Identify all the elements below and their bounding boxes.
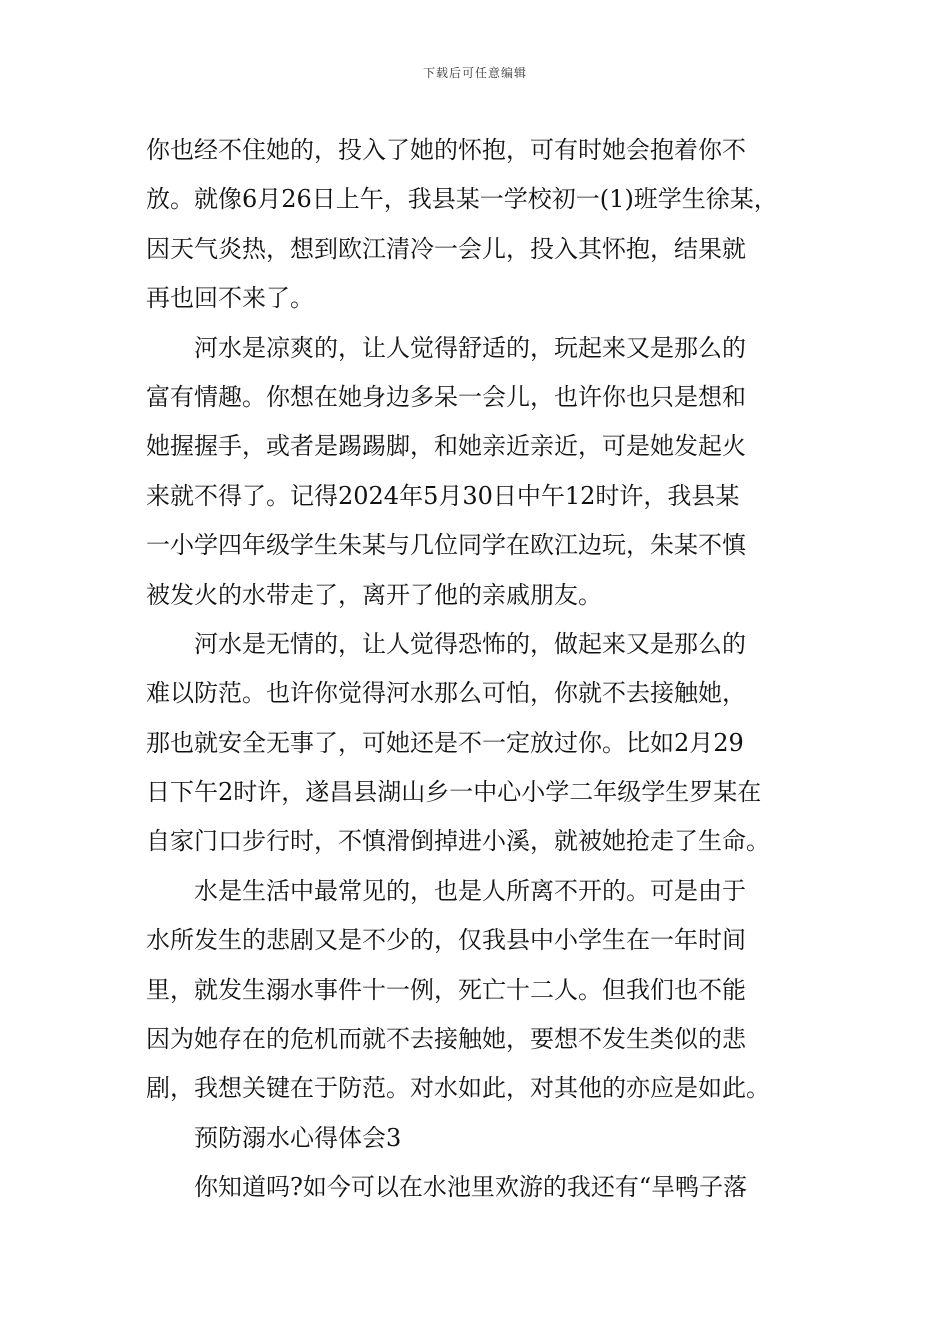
text-line: 富有情趣。你想在她身边多呆一会儿，也许你也只是想和 (146, 382, 746, 411)
paragraph-start-line: 预防溺水心得体会3 (194, 1123, 402, 1152)
text-line: 自家门口步行时，不慎滑倒掉进小溪，就被她抢走了生命。 (146, 827, 770, 856)
text-line: 放。就像6月26日上午，我县某一学校初一(1)班学生徐某， (146, 185, 778, 214)
text-line: 日下午2时许，遂昌县湖山乡一中心小学二年级学生罗某在 (146, 778, 762, 807)
text-line: 你也经不住她的，投入了她的怀抱，可有时她会抱着你不 (146, 136, 746, 164)
page-header (0, 64, 950, 81)
paragraph-start-line: 水是生活中最常见的，也是人所离不开的。可是由于 (194, 876, 746, 905)
paragraph-start-line: 河水是凉爽的，让人觉得舒适的，玩起来又是那么的 (194, 333, 746, 362)
text-line: 因为她存在的危机而就不去接触她，要想不发生类似的悲 (146, 1025, 746, 1054)
text-line: 里，就发生溺水事件十一例，死亡十二人。但我们也不能 (146, 975, 746, 1004)
text-line: 那也就安全无事了，可她还是不一定放过你。比如2月29 (146, 728, 744, 757)
text-line: 剧，我想关键在于防范。对水如此，对其他的亦应是如此。 (146, 1074, 770, 1103)
text-line: 来就不得了。记得2024年5月30日中午12时许，我县某 (146, 481, 740, 510)
document-body (146, 126, 810, 1213)
text-line: 难以防范。也许你觉得河水那么可怕，你就不去接触她， (146, 679, 746, 708)
text-line: 她握握手，或者是踢踢脚，和她亲近亲近，可是她发起火 (146, 432, 746, 461)
text-line: 一小学四年级学生朱某与几位同学在欧江边玩，朱某不慎 (146, 531, 746, 560)
text-line: 水所发生的悲剧又是不少的，仅我县中小学生在一年时间 (146, 926, 746, 955)
text-line: 因天气炎热，想到欧江清冷一会儿，投入其怀抱，结果就 (146, 234, 746, 263)
header-note: 下载后可任意编辑 (422, 66, 527, 80)
text-line: 再也回不来了。 (146, 284, 314, 313)
paragraph-start-line: 河水是无情的，让人觉得恐怖的，做起来又是那么的 (194, 629, 746, 658)
text-line: 被发火的水带走了，离开了他的亲戚朋友。 (146, 580, 602, 609)
paragraph-start-line: 你知道吗?如今可以在水池里欢游的我还有“旱鸭子落 (194, 1173, 748, 1202)
